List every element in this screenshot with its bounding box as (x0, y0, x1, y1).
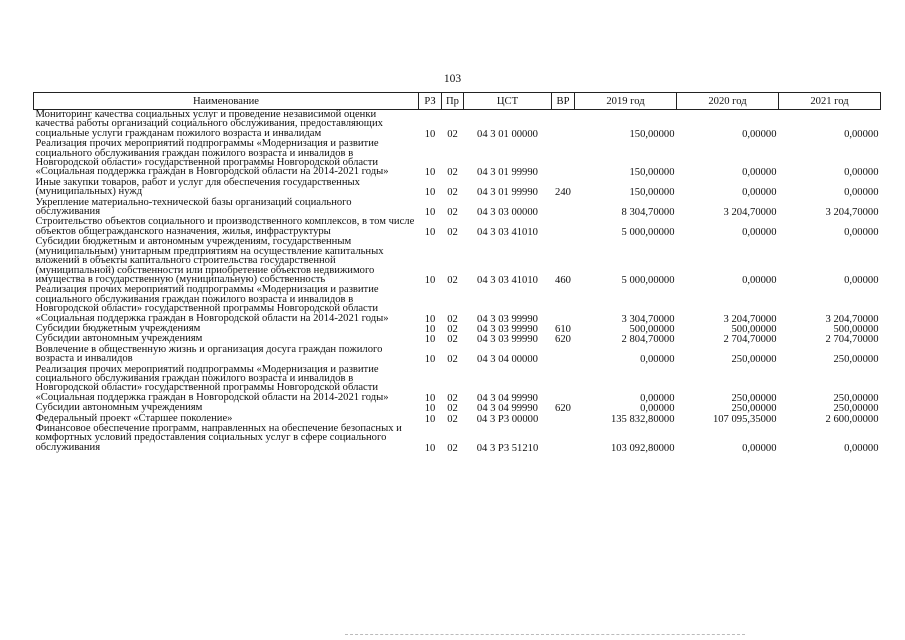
row-rz: 10 (424, 392, 436, 404)
row-2019: 0,00000 (640, 392, 675, 404)
column-header-name: Наименование (34, 93, 419, 110)
row-2021: 0,00000 (844, 167, 879, 179)
row-pr: 02 (447, 167, 458, 179)
row-cst: 04 3 01 99990 (477, 187, 538, 199)
row-2020: 500,00000 (731, 323, 777, 335)
row-2019: 0,00000 (640, 403, 675, 415)
row-name: Вовлечение в общественную жизнь и организация досуга граждан пожилого возраста и инвалидов (35, 343, 383, 365)
row-cst: 04 3 03 41010 (477, 274, 538, 286)
row-2019: 135 832,80000 (610, 413, 675, 425)
row-2020: 250,00000 (731, 354, 777, 366)
column-header-2021: 2021 год (779, 93, 881, 110)
table-row (34, 345, 881, 365)
column-header-cst: ЦСТ (464, 93, 552, 110)
row-2021: 3 204,70000 (825, 207, 879, 219)
row-rz: 10 (424, 128, 436, 140)
row-2021: 2 704,70000 (825, 334, 879, 346)
row-vr (552, 110, 575, 140)
row-2019: 150,00000 (629, 187, 675, 199)
row-2020: 107 095,35000 (712, 413, 777, 425)
row-2021: 0,00000 (844, 226, 879, 238)
row-pr: 02 (447, 354, 458, 366)
row-2019: 103 092,80000 (610, 442, 675, 454)
row-2020: 2 704,70000 (723, 334, 777, 346)
row-vr (552, 424, 575, 453)
row-name: Субсидии бюджетным и автономным учреждениям, государственным (муниципальным) унитарным предприятиям на осуществление капитальных вложений в объекты капитального строительства государственной (муниципальной) собственности или приобретение объектов недвижимого имущества в государственную (муниципальную) собственность (35, 236, 384, 285)
row-cst: 04 3 P3 00000 (476, 413, 539, 425)
row-2020: 0,00000 (742, 274, 777, 286)
row-pr: 02 (447, 128, 458, 140)
table-row (34, 139, 881, 178)
table-row (34, 237, 881, 285)
row-pr: 02 (447, 403, 458, 415)
row-pr: 02 (447, 392, 458, 404)
row-name: Реализация прочих мероприятий подпрограммы «Модернизация и развитие социального обслуживания граждан пожилого возраста и инвалидов в Новгородской области» государственной программы Новгородской области «Социальная поддержка граждан в Новгородской области на 2014-2021 годы» (35, 138, 389, 178)
row-vr (552, 345, 575, 365)
row-rz: 10 (424, 323, 436, 335)
row-cst: 04 3 04 99990 (477, 392, 538, 404)
row-2021: 250,00000 (833, 354, 879, 366)
row-cst: 04 3 03 41010 (477, 226, 538, 238)
row-2019: 2 804,70000 (621, 334, 675, 346)
row-pr: 02 (447, 274, 458, 286)
table-row (34, 110, 881, 140)
row-cst: 04 3 03 99990 (477, 334, 538, 346)
budget-table (33, 92, 881, 453)
row-2021: 500,00000 (833, 323, 879, 335)
column-header-pr: Пр (442, 93, 464, 110)
row-vr (552, 217, 575, 237)
row-2020: 0,00000 (742, 128, 777, 140)
table-row (34, 217, 881, 237)
row-pr: 02 (447, 207, 458, 219)
column-header-rz: РЗ (419, 93, 442, 110)
row-vr: 620 (555, 334, 571, 346)
row-vr (552, 198, 575, 218)
row-rz: 10 (424, 313, 436, 325)
row-name: Укрепление материально-технической базы организаций социального обслуживания (35, 196, 352, 218)
row-2019: 5 000,00000 (621, 226, 675, 238)
row-cst: 04 3 04 00000 (477, 354, 538, 366)
row-2019: 5 000,00000 (621, 274, 675, 286)
row-vr (552, 139, 575, 178)
column-header-2019: 2019 год (575, 93, 677, 110)
row-rz: 10 (424, 403, 436, 415)
row-name: Федеральный проект «Старшее поколение» (35, 412, 233, 424)
row-name: Субсидии бюджетным учреждениям (35, 322, 201, 334)
row-2020: 0,00000 (742, 226, 777, 238)
row-pr: 02 (447, 442, 458, 454)
row-2021: 0,00000 (844, 128, 879, 140)
row-rz: 10 (424, 167, 436, 179)
page-number: 103 (443, 73, 462, 85)
row-rz: 10 (424, 226, 436, 238)
row-2020: 3 204,70000 (723, 313, 777, 325)
row-2020: 0,00000 (742, 167, 777, 179)
row-2021: 0,00000 (844, 187, 879, 199)
row-2020: 250,00000 (731, 392, 777, 404)
row-2019: 150,00000 (629, 128, 675, 140)
table-row (34, 178, 881, 198)
row-name: Субсидии автономным учреждениям (35, 333, 203, 345)
row-vr: 460 (555, 274, 571, 286)
row-cst: 04 3 01 00000 (477, 128, 538, 140)
row-pr: 02 (447, 323, 458, 335)
row-pr: 02 (447, 413, 458, 425)
row-2019: 0,00000 (640, 354, 675, 366)
row-cst: 04 3 03 99990 (477, 313, 538, 325)
row-cst: 04 3 03 00000 (477, 207, 538, 219)
row-2019: 150,00000 (629, 167, 675, 179)
row-vr: 240 (555, 187, 571, 199)
row-rz: 10 (424, 207, 436, 219)
row-name: Субсидии автономным учреждениям (35, 402, 203, 414)
row-name: Строительство объектов социального и производственного комплексов, в том числе объектов общегражданского назначения, жилья, инфраструктуры (35, 216, 415, 237)
row-cst: 04 3 01 99990 (477, 167, 538, 179)
row-name: Иные закупки товаров, работ и услуг для обеспечения государственных (муниципальных) нужд (35, 176, 360, 198)
row-2019: 8 304,70000 (621, 207, 675, 219)
row-rz: 10 (424, 334, 436, 346)
row-rz: 10 (424, 274, 436, 286)
row-vr (552, 414, 575, 424)
row-rz: 10 (424, 187, 436, 199)
table-header-row (34, 93, 881, 110)
row-name: Реализация прочих мероприятий подпрограммы «Модернизация и развитие социального обслуживания граждан пожилого возраста и инвалидов в Новгородской области» государственной программы Новгородской области «Социальная поддержка граждан в Новгородской области на 2014-2021 годы» (35, 363, 389, 403)
scan-artifact-divider (345, 634, 745, 637)
row-rz: 10 (424, 354, 436, 366)
row-2020: 3 204,70000 (723, 207, 777, 219)
row-2021: 250,00000 (833, 403, 879, 415)
row-rz: 10 (424, 442, 436, 454)
row-vr (552, 365, 575, 404)
table-row (34, 365, 881, 404)
row-2021: 2 600,00000 (825, 413, 879, 425)
row-vr: 620 (555, 403, 571, 415)
row-cst: 04 3 P3 51210 (476, 442, 539, 454)
table-row (34, 285, 881, 324)
row-2020: 250,00000 (731, 403, 777, 415)
row-2021: 0,00000 (844, 274, 879, 286)
row-name: Реализация прочих мероприятий подпрограммы «Модернизация и развитие социального обслуживания граждан пожилого возраста и инвалидов в Новгородской области» государственной программы Новгородской области «Социальная поддержка граждан в Новгородской области на 2014-2021 годы» (35, 284, 389, 324)
row-cst: 04 3 03 99990 (477, 323, 538, 335)
row-2019: 500,00000 (629, 323, 675, 335)
row-2019: 3 304,70000 (621, 313, 675, 325)
row-rz: 10 (424, 413, 436, 425)
row-2021: 250,00000 (833, 392, 879, 404)
table-row (34, 198, 881, 218)
row-pr: 02 (447, 226, 458, 238)
row-pr: 02 (447, 334, 458, 346)
row-2021: 3 204,70000 (825, 313, 879, 325)
row-name: Финансовое обеспечение программ, направленных на обеспечение безопасных и комфортных условий предоставления социальных услуг в сфере социального обслуживания (35, 423, 402, 453)
column-header-2020: 2020 год (677, 93, 779, 110)
table-body (34, 110, 881, 454)
row-cst: 04 3 04 99990 (477, 403, 538, 415)
row-pr: 02 (447, 313, 458, 325)
row-name: Мониторинг качества социальных услуг и проведение независимой оценки качества работы организаций социального обслуживания, предоставляющих социальные услуги гражданам пожилого возраста и инвалидам (35, 109, 383, 139)
table-row (34, 424, 881, 453)
row-2020: 0,00000 (742, 442, 777, 454)
column-header-vr: ВР (552, 93, 575, 110)
row-vr: 610 (555, 323, 571, 335)
row-2021: 0,00000 (844, 442, 879, 454)
row-pr: 02 (447, 187, 458, 199)
row-vr (552, 285, 575, 324)
row-2020: 0,00000 (742, 187, 777, 199)
